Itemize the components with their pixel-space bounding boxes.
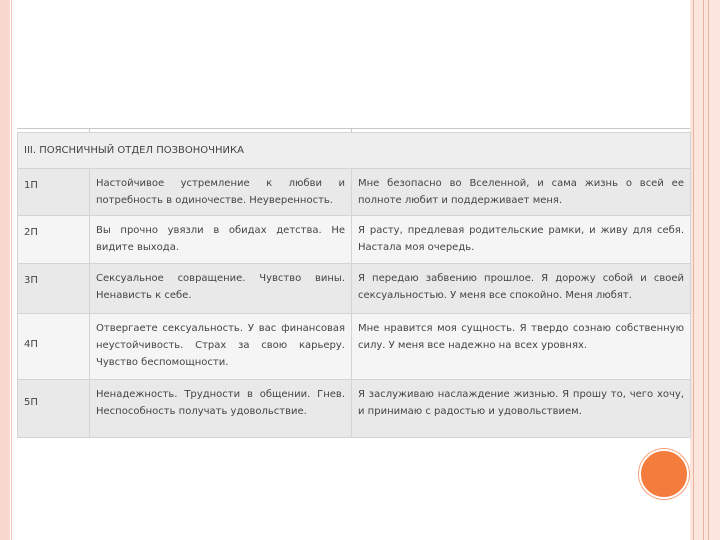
orange-circle-decoration [639, 449, 689, 499]
section-header: III. ПОЯСНИЧНЫЙ ОТДЕЛ ПОЗВОНОЧНИКА [18, 133, 691, 169]
left-decorative-line [11, 0, 12, 540]
table-row [18, 169, 691, 216]
table-row [18, 314, 691, 380]
left-decorative-band [0, 0, 10, 540]
column-tick [351, 128, 352, 132]
row-code: 4П [18, 314, 90, 380]
row-affirmation: Мне нравится моя сущность. Я твердо сознаю собственную силу. У меня все надежно на всех уровнях. [352, 314, 691, 380]
column-tick [89, 128, 90, 132]
table-row [18, 380, 691, 438]
row-problem: Ненадежность. Трудности в общении. Гнев. Неспособность получать удовольствие. [90, 380, 352, 438]
spine-table-container [17, 128, 690, 438]
row-code: 1П [18, 169, 90, 216]
right-decorative-line [693, 0, 694, 540]
right-decorative-line [708, 0, 709, 540]
right-decorative-line [703, 0, 704, 540]
row-affirmation: Мне безопасно во Вселенной, и сама жизнь о всей ее полноте любит и поддерживает меня. [352, 169, 691, 216]
row-affirmation: Я заслуживаю наслаждение жизнью. Я прошу то, чего хочу, и принимаю с радостью и удовольствием. [352, 380, 691, 438]
row-code: 3П [18, 264, 90, 314]
right-decorative-band [690, 0, 720, 540]
row-code: 5П [18, 380, 90, 438]
spine-table [17, 132, 691, 438]
table-top-border [17, 128, 690, 132]
row-problem: Вы прочно увязли в обидах детства. Не видите выхода. [90, 216, 352, 264]
row-problem: Отвергаете сексуальность. У вас финансовая неустойчивость. Страх за свою карьеру. Чувство беспомощности. [90, 314, 352, 380]
table-row [18, 216, 691, 264]
row-code: 2П [18, 216, 90, 264]
row-affirmation: Я передаю забвению прошлое. Я дорожу собой и своей сексуальностью. У меня все спокойно. Меня любят. [352, 264, 691, 314]
row-problem: Настойчивое устремление к любви и потребность в одиночестве. Неуверенность. [90, 169, 352, 216]
row-problem: Сексуальное совращение. Чувство вины. Ненависть к себе. [90, 264, 352, 314]
table-row [18, 264, 691, 314]
row-affirmation: Я расту, предлевая родительские рамки, и живу для себя. Настала моя очередь. [352, 216, 691, 264]
